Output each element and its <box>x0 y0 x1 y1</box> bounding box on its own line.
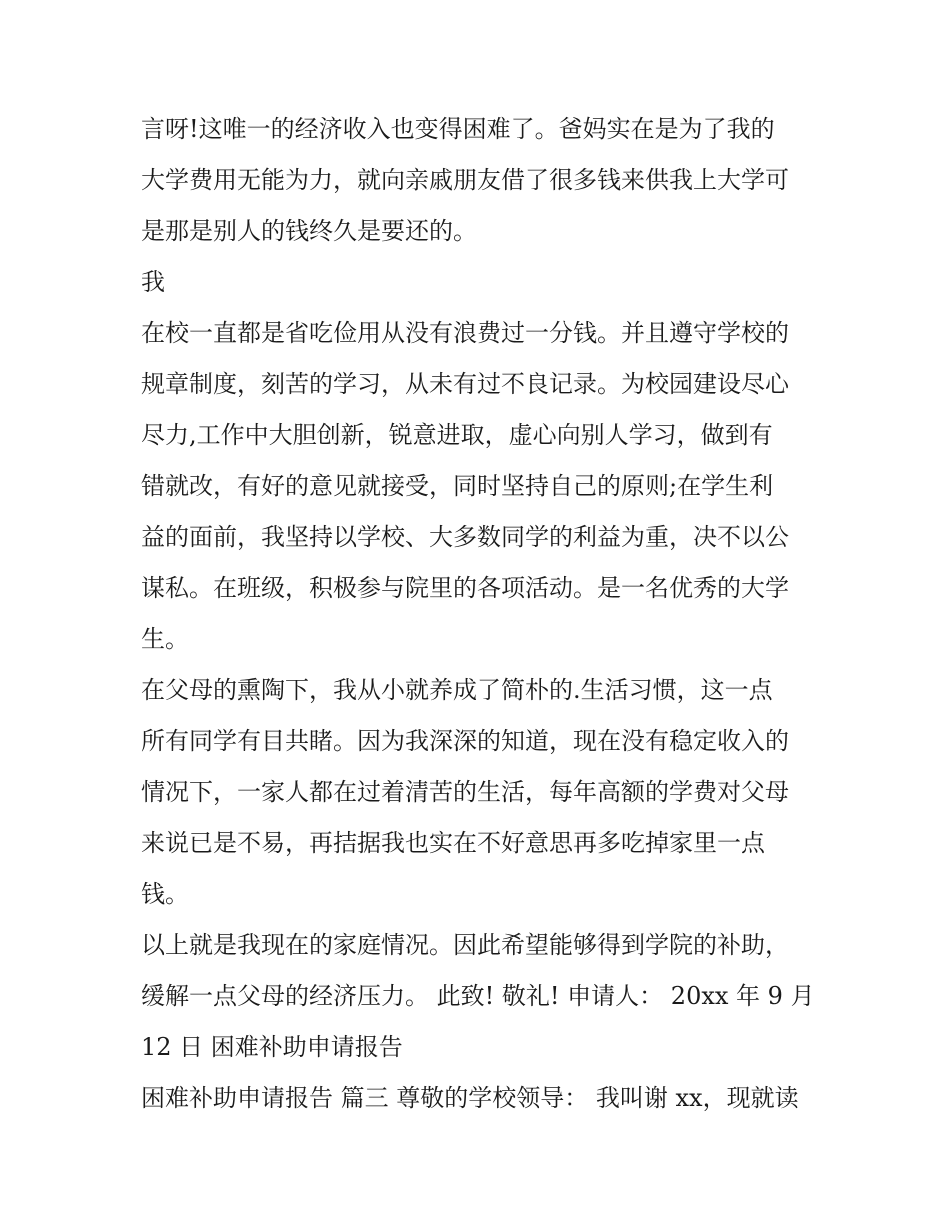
text-line: 在校一直都是省吃俭用从没有浪费过一分钱。并且遵守学校的 <box>141 319 789 347</box>
text-line: 是那是别人的钱终久是要还的。 <box>141 217 477 245</box>
text-line: 益的面前，我坚持以学校、大多数同学的利益为重，决不以公 <box>141 523 789 551</box>
text-line: 错就改，有好的意见就接受，同时坚持自己的原则;在学生利 <box>141 472 774 500</box>
text-line: 言呀!这唯一的经济收入也变得困难了。爸妈实在是为了我的 <box>141 115 775 143</box>
text-line: 生。 <box>141 625 189 653</box>
text-line: 钱。 <box>141 880 189 908</box>
text-line: 来说已是不易，再拮据我也实在不好意思再多吃掉家里一点 <box>141 829 765 857</box>
text-line: 所有同学有目共睹。因为我深深的知道，现在没有稳定收入的 <box>141 727 789 755</box>
text-line: 以上就是我现在的家庭情况。因此希望能够得到学院的补助， <box>141 931 789 959</box>
text-line: 在父母的熏陶下，我从小就养成了简朴的.生活习惯，这一点 <box>141 676 773 704</box>
text-line: 大学费用无能为力，就向亲戚朋友借了很多钱来供我上大学可 <box>141 166 789 194</box>
text-line: 12 日 困难补助申请报告 <box>141 1033 403 1061</box>
document-body <box>141 104 821 1124</box>
text-line: 尽力,工作中大胆创新，锐意进取，虚心向别人学习，做到有 <box>141 421 773 449</box>
text-line: 谋私。在班级，积极参与院里的各项活动。是一名优秀的大学 <box>141 574 789 602</box>
text-line: 情况下，一家人都在过着清苦的生活，每年高额的学费对父母 <box>141 778 789 806</box>
text-line: 困难补助申请报告 篇三 尊敬的学校领导： 我叫谢 xx，现就读 <box>141 1084 799 1112</box>
text-line: 规章制度，刻苦的学习，从未有过不良记录。为校园建设尽心 <box>141 370 789 398</box>
text-line: 我 <box>141 268 165 296</box>
text-line: 缓解一点父母的经济压力。 此致! 敬礼! 申请人： 20xx 年 9 月 <box>141 982 815 1010</box>
